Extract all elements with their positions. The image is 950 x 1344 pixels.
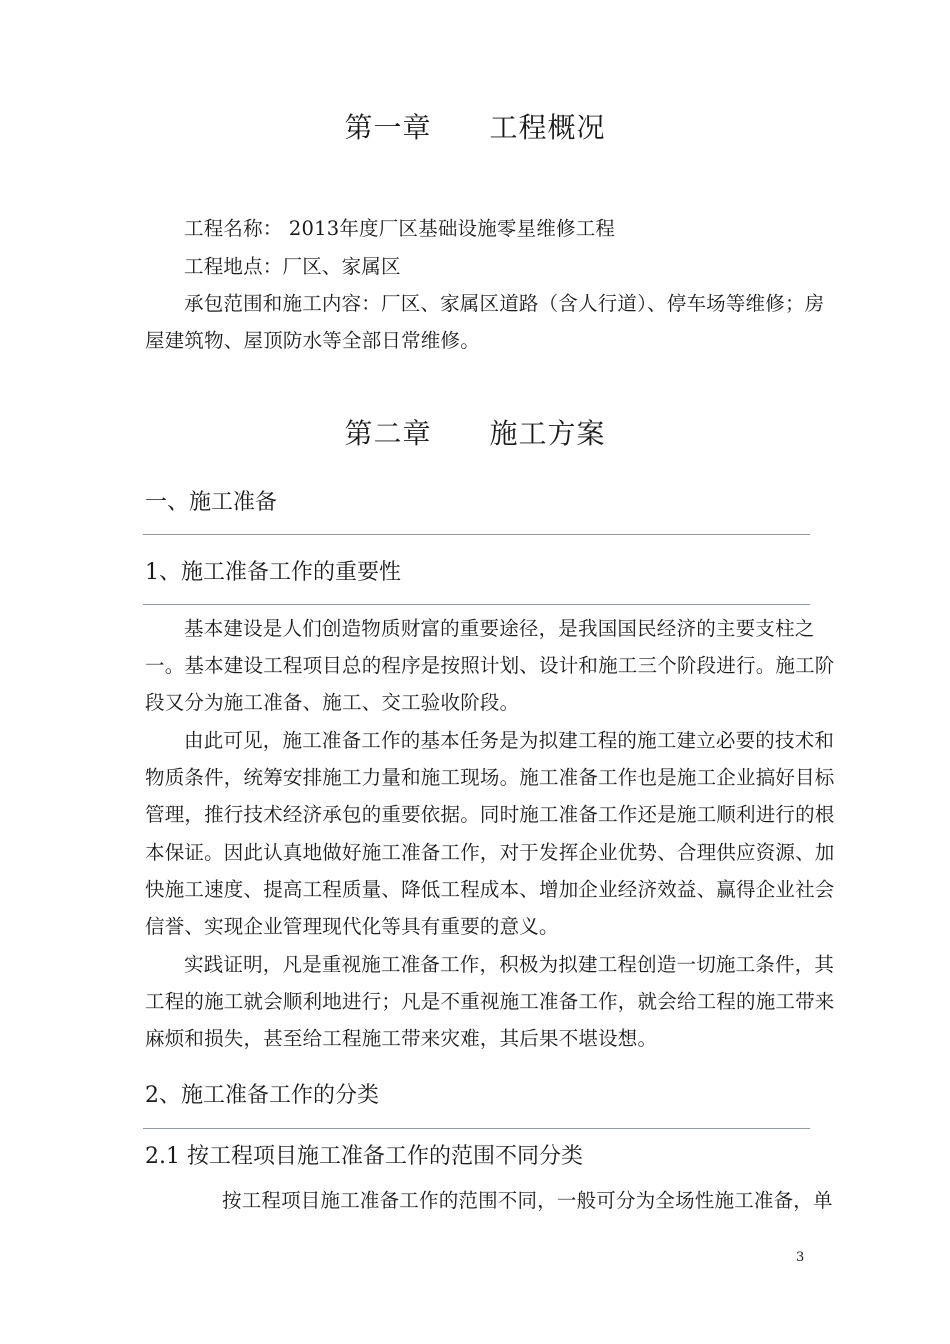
paragraph-line: 段又分为施工准备、施工、交工验收阶段。 <box>145 691 520 714</box>
project-scope-line-2: 屋建筑物、屋顶防水等全部日常维修。 <box>145 329 480 352</box>
chapter-1-title: 第一章 工程概况 <box>344 111 606 144</box>
subsection-divider <box>143 1128 810 1129</box>
paragraph-line: 基本建设是人们创造物质财富的重要途径，是我国国民经济的主要支柱之 <box>184 617 815 640</box>
paragraph-line: 本保证。因此认真地做好施工准备工作，对于发挥企业优势、合理供应资源、加 <box>145 841 835 864</box>
paragraph-line: 按工程项目施工准备工作的范围不同，一般可分为全场性施工准备，单 <box>222 1189 833 1212</box>
subsection-1-heading: 1、施工准备工作的重要性 <box>145 560 401 585</box>
section-1-heading: 一、施工准备 <box>145 490 278 515</box>
project-location-line: 工程地点：厂区、家属区 <box>184 255 401 278</box>
paragraph-line: 信誉、实现企业管理现代化等具有重要的意义。 <box>145 915 559 938</box>
paragraph-line: 实践证明，凡是重视施工准备工作，积极为拟建工程创造一切施工条件，其 <box>184 953 835 976</box>
section-divider <box>143 534 810 535</box>
paragraph-line: 工程的施工就会顺利地进行；凡是不重视施工准备工作，就会给工程的施工带来 <box>145 990 835 1013</box>
subsection-divider <box>143 604 810 605</box>
subsection-2-heading: 2、施工准备工作的分类 <box>145 1083 379 1108</box>
chapter-2-title: 第二章 施工方案 <box>344 417 606 450</box>
paragraph-line: 物质条件，统筹安排施工力量和施工现场。施工准备工作也是施工企业搞好目标 <box>145 766 835 789</box>
project-scope-line-1: 承包范围和施工内容：厂区、家属区道路（含人行道）、停车场等维修；房 <box>184 292 825 315</box>
subsection-2-1-heading: 2.1 按工程项目施工准备工作的范围不同分类 <box>145 1144 583 1169</box>
paragraph-line: 快施工速度、提高工程质量、降低工程成本、增加企业经济效益、赢得企业社会 <box>145 878 835 901</box>
paragraph-line: 一。基本建设工程项目总的程序是按照计划、设计和施工三个阶段进行。施工阶 <box>145 654 835 677</box>
page-number: 3 <box>796 1250 805 1265</box>
project-name-line: 工程名称： 2013年度厂区基础设施零星维修工程 <box>184 217 616 240</box>
paragraph-line: 由此可见，施工准备工作的基本任务是为拟建工程的施工建立必要的技术和 <box>184 729 835 752</box>
paragraph-line: 麻烦和损失，甚至给工程施工带来灾难，其后果不堪设想。 <box>145 1027 658 1050</box>
paragraph-line: 管理，推行技术经济承包的重要依据。同时施工准备工作还是施工顺利进行的根 <box>145 803 835 826</box>
